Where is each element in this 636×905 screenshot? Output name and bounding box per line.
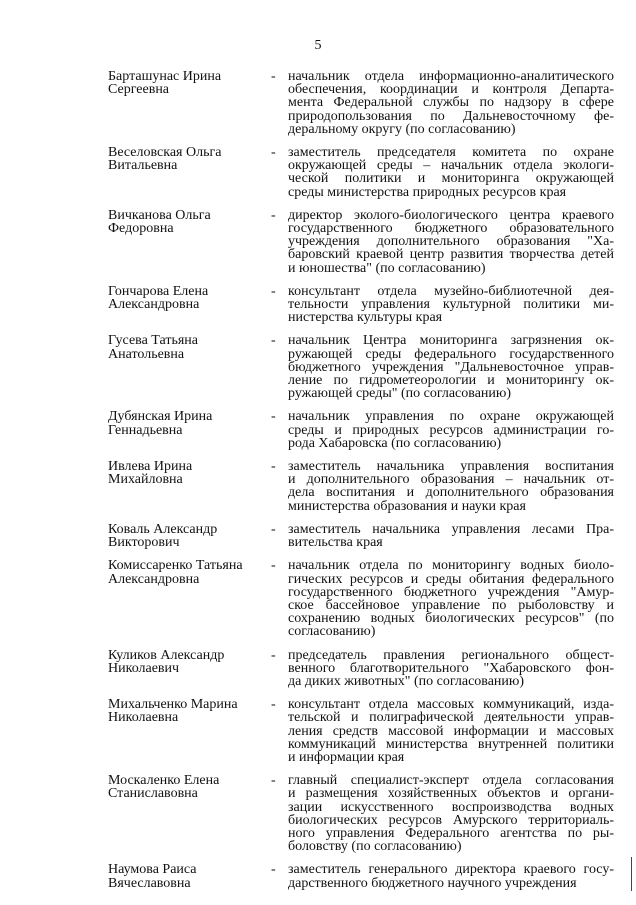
position-line: главный специалист-эксперт отдела согласования — [288, 774, 614, 788]
member-name — [108, 559, 271, 585]
member-patronymic: Федоровна — [108, 221, 174, 237]
member-entry — [108, 863, 614, 889]
position-line: заместитель начальника управления воспитания — [288, 460, 614, 474]
member-position — [288, 146, 614, 199]
position-line: ское бассейновое управление по рыболовству и — [288, 598, 614, 613]
position-line: и дополнительного образования – начальник от- — [288, 473, 614, 487]
position-line: бюджетного учреждения "Дальневосточное управ- — [288, 360, 614, 375]
position-line: среды министерства природных ресурсов края — [288, 185, 567, 199]
position-line: и информации края — [288, 750, 405, 765]
member-name — [108, 460, 271, 486]
member-patronymic: Александровна — [108, 297, 200, 313]
member-name — [108, 698, 271, 724]
member-patronymic: Александровна — [108, 571, 200, 587]
position-line: вительства края — [288, 536, 383, 550]
position-line: да диких животных" (по согласованию) — [288, 674, 525, 689]
member-patronymic: Анатольевна — [108, 346, 185, 362]
entry-dash: - — [271, 333, 276, 349]
member-surname-firstname: Ивлева Ирина — [108, 459, 193, 475]
member-entry — [108, 334, 614, 400]
position-line: согласованию) — [288, 625, 376, 639]
member-patronymic: Геннадьевна — [108, 422, 183, 438]
member-name — [108, 70, 271, 96]
member-patronymic: Михайловна — [108, 472, 183, 488]
member-position — [288, 460, 614, 513]
position-line: деральному округу (по согласованию) — [288, 122, 516, 137]
position-line: боловству (по согласованию) — [288, 840, 462, 854]
position-line: коммуникаций министерства внутренней политики — [288, 737, 614, 751]
position-line: и размещения хозяйственных объектов и органи- — [288, 787, 614, 801]
member-entry — [108, 70, 614, 136]
member-name — [108, 285, 271, 311]
position-line: начальник управления по охране окружающей — [288, 410, 614, 424]
entry-dash: - — [271, 647, 276, 663]
member-list — [108, 70, 614, 900]
member-position — [288, 334, 614, 400]
member-surname-firstname: Куликов Александр — [108, 647, 225, 663]
position-line: сохранению водных биологических ресурсов" (по — [288, 612, 614, 626]
member-patronymic: Вячеславовна — [108, 875, 191, 891]
member-surname-firstname: Москаленко Елена — [108, 773, 220, 789]
position-line: ружающей среды федерального государственного — [288, 347, 614, 361]
member-position — [288, 863, 614, 889]
member-entry — [108, 523, 614, 549]
member-name — [108, 774, 271, 800]
scan-edge-mark — [631, 857, 632, 891]
entry-dash: - — [271, 283, 276, 299]
position-line: венного благотворительного "Хабаровского фон- — [288, 661, 614, 675]
position-line: министерства образования и науки края — [288, 499, 526, 513]
position-line: государственного бюджетного образовательного — [288, 222, 614, 236]
position-line: заместитель генерального директора краевого госу- — [288, 863, 614, 877]
member-entry — [108, 559, 614, 638]
entry-dash: - — [271, 207, 276, 223]
member-name — [108, 410, 271, 436]
position-line: дарственного бюджетного научного учреждения — [288, 876, 577, 890]
position-line: председатель правления регионального общест- — [288, 648, 614, 662]
entry-dash: - — [271, 521, 276, 537]
entry-dash: - — [271, 459, 276, 475]
member-position — [288, 523, 614, 549]
member-position — [288, 410, 614, 450]
member-patronymic: Витальевна — [108, 158, 178, 174]
member-surname-firstname: Барташунас Ирина — [108, 69, 222, 84]
member-surname-firstname: Комиссаренко Татьяна — [108, 558, 243, 574]
member-entry — [108, 285, 614, 325]
entry-dash: - — [271, 409, 276, 425]
entry-dash: - — [271, 69, 276, 84]
member-surname-firstname: Веселовская Ольга — [108, 145, 222, 161]
member-patronymic: Сергеевна — [108, 82, 170, 98]
position-line: рода Хабаровска (по согласованию) — [288, 436, 502, 451]
member-position — [288, 698, 614, 764]
member-patronymic: Николаевич — [108, 660, 180, 676]
member-surname-firstname: Гусева Татьяна — [108, 333, 199, 349]
position-line: начальник Центра мониторинга загрязнения ок- — [288, 334, 614, 348]
member-name — [108, 649, 271, 675]
position-line: директор эколого-биологического центра краевого — [288, 208, 614, 223]
position-line: консультант отдела массовых коммуникаций, изда- — [288, 698, 614, 712]
entry-dash: - — [271, 862, 276, 878]
position-line: государственного бюджетного учреждения "Амур- — [288, 585, 614, 599]
member-entry — [108, 410, 614, 450]
entry-dash: - — [271, 773, 276, 789]
position-line: заместитель председателя комитета по охране — [288, 146, 614, 160]
page-number: 5 — [314, 38, 322, 53]
position-line: тельности управления культурной политики ми- — [288, 298, 614, 312]
position-line: биологических ресурсов Амурского территориаль- — [288, 813, 614, 827]
position-line: мента Федеральной службы по надзору в сфере — [288, 96, 614, 110]
position-line: нистерства культуры края — [288, 311, 443, 325]
member-position — [288, 209, 614, 275]
member-position — [288, 285, 614, 325]
position-line: ления средств массовой информации и массовых — [288, 724, 614, 738]
member-name — [108, 334, 271, 360]
position-line: гических ресурсов и среды обитания федерального — [288, 572, 614, 586]
member-name — [108, 146, 271, 172]
member-entry — [108, 649, 614, 689]
member-position — [288, 649, 614, 689]
position-line: начальник отдела информационно-аналитического — [288, 70, 614, 84]
member-position — [288, 774, 614, 853]
member-surname-firstname: Коваль Александр — [108, 521, 218, 537]
position-line: обеспечения, координации и контроля Департа- — [288, 83, 614, 97]
position-line: природопользования по Дальневосточному фе- — [288, 109, 614, 123]
position-line: заместитель начальника управления лесами Пра- — [288, 522, 614, 537]
position-line: ление по гидрометеорологии и мониторингу ок- — [288, 374, 614, 388]
position-line: зации искусственного воспроизводства водных — [288, 800, 614, 814]
position-line: консультант отдела музейно-библиотечной дея- — [288, 284, 614, 299]
position-line: окружающей среды – начальник отдела экологи- — [288, 159, 614, 173]
member-name — [108, 863, 271, 889]
position-line: среды и природных ресурсов администрации го- — [288, 423, 614, 437]
member-patronymic: Николаевна — [108, 710, 179, 726]
member-surname-firstname: Михальченко Марина — [108, 697, 238, 713]
entry-dash: - — [271, 145, 276, 161]
member-entry — [108, 774, 614, 853]
position-line: баровский краевой центр развития творчества детей — [288, 248, 614, 262]
member-entry — [108, 209, 614, 275]
position-line: начальник отдела по мониторингу водных биоло- — [288, 559, 614, 573]
member-position — [288, 559, 614, 638]
member-surname-firstname: Вичканова Ольга — [108, 207, 211, 223]
member-entry — [108, 146, 614, 199]
entry-dash: - — [271, 697, 276, 713]
member-position — [288, 70, 614, 136]
position-line: ного управления Федерального агентства по ры- — [288, 826, 614, 841]
member-entry — [108, 698, 614, 764]
member-patronymic: Викторович — [108, 535, 180, 551]
member-patronymic: Станиславовна — [108, 786, 198, 802]
member-name — [108, 209, 271, 235]
position-line: учреждения дополнительного образования "Ха- — [288, 235, 614, 249]
member-surname-firstname: Дубянская Ирина — [108, 409, 213, 425]
member-surname-firstname: Гончарова Елена — [108, 283, 209, 299]
position-line: и юношества" (по согласованию) — [288, 261, 486, 275]
position-line: тельской и полиграфической деятельности управ- — [288, 711, 614, 725]
member-name — [108, 523, 271, 549]
entry-dash: - — [271, 558, 276, 574]
member-surname-firstname: Наумова Раиса — [108, 862, 197, 878]
position-line: ческой политики и мониторинга окружающей — [288, 172, 614, 186]
position-line: ружающей среды" (по согласованию) — [288, 387, 512, 401]
member-entry — [108, 460, 614, 513]
position-line: дела воспитания и дополнительного образования — [288, 486, 614, 500]
